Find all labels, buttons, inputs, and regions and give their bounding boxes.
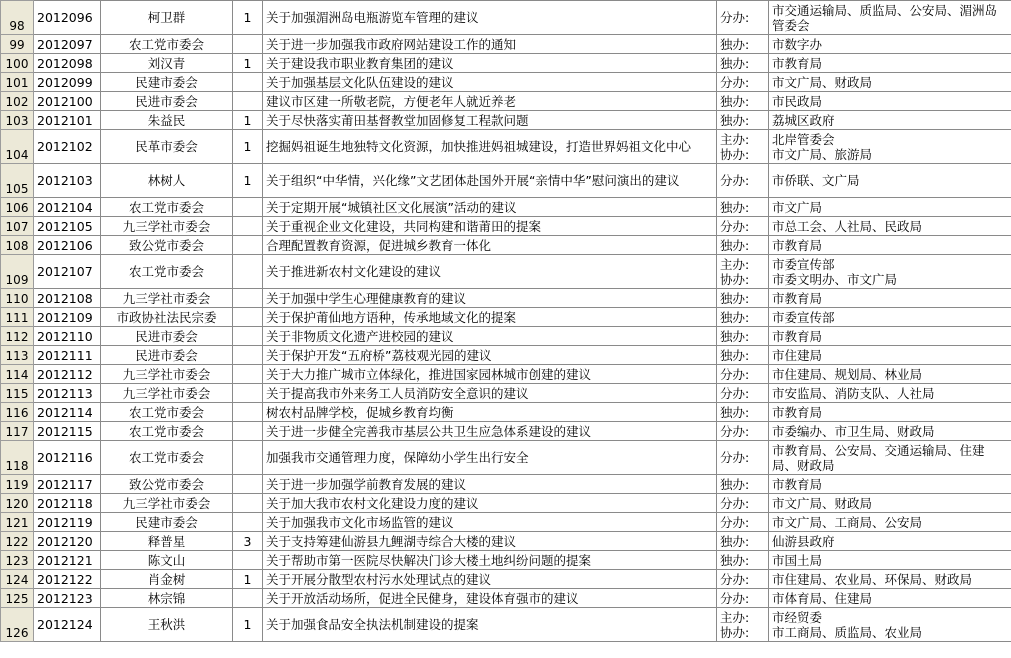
- count-cell[interactable]: [233, 365, 263, 384]
- department-cell[interactable]: 市教育局: [769, 327, 1011, 346]
- handling-type-cell[interactable]: 独办:: [717, 551, 769, 570]
- handling-type-cell[interactable]: 分办:: [717, 513, 769, 532]
- count-cell[interactable]: 1: [233, 608, 263, 642]
- proposer-cell[interactable]: 农工党市委会: [101, 422, 233, 441]
- handling-type-cell[interactable]: 独办:: [717, 346, 769, 365]
- row-header[interactable]: 118: [1, 441, 34, 475]
- proposer-cell[interactable]: 民进市委会: [101, 346, 233, 365]
- row-header[interactable]: 120: [1, 494, 34, 513]
- proposal-id-cell[interactable]: 2012124: [34, 608, 101, 642]
- department-cell[interactable]: 市经贸委 市工商局、质监局、农业局: [769, 608, 1011, 642]
- row-header[interactable]: 106: [1, 198, 34, 217]
- title-cell[interactable]: 关于进一步加强我市政府网站建设工作的通知: [263, 35, 717, 54]
- proposal-id-cell[interactable]: 2012121: [34, 551, 101, 570]
- count-cell[interactable]: [233, 422, 263, 441]
- department-cell[interactable]: 市体育局、住建局: [769, 589, 1011, 608]
- row-header[interactable]: 124: [1, 570, 34, 589]
- proposer-cell[interactable]: 农工党市委会: [101, 198, 233, 217]
- row-header[interactable]: 126: [1, 608, 34, 642]
- proposer-cell[interactable]: 农工党市委会: [101, 255, 233, 289]
- handling-type-cell[interactable]: 分办:: [717, 589, 769, 608]
- title-cell[interactable]: 关于进一步加强学前教育发展的建议: [263, 475, 717, 494]
- table-row[interactable]: [1, 608, 1011, 642]
- proposer-cell[interactable]: 肖金树: [101, 570, 233, 589]
- proposal-id-cell[interactable]: 2012119: [34, 513, 101, 532]
- proposal-id-cell[interactable]: 2012097: [34, 35, 101, 54]
- department-cell[interactable]: 市国土局: [769, 551, 1011, 570]
- department-cell[interactable]: 市教育局: [769, 403, 1011, 422]
- proposal-id-cell[interactable]: 2012113: [34, 384, 101, 403]
- proposer-cell[interactable]: 九三学社市委会: [101, 217, 233, 236]
- proposal-id-cell[interactable]: 2012100: [34, 92, 101, 111]
- department-cell[interactable]: 市教育局、公安局、交通运输局、住建局、财政局: [769, 441, 1011, 475]
- count-cell[interactable]: 1: [233, 570, 263, 589]
- handling-type-cell[interactable]: 独办:: [717, 35, 769, 54]
- proposal-id-cell[interactable]: 2012102: [34, 130, 101, 164]
- proposal-id-cell[interactable]: 2012101: [34, 111, 101, 130]
- proposer-cell[interactable]: 刘汉青: [101, 54, 233, 73]
- count-cell[interactable]: [233, 441, 263, 475]
- proposer-cell[interactable]: 致公党市委会: [101, 475, 233, 494]
- proposal-id-cell[interactable]: 2012096: [34, 1, 101, 35]
- title-cell[interactable]: 关于定期开展“城镇社区文化展演”活动的建议: [263, 198, 717, 217]
- title-cell[interactable]: 合理配置教育资源，促进城乡教育一体化: [263, 236, 717, 255]
- table-row[interactable]: [1, 236, 1011, 255]
- proposal-id-cell[interactable]: 2012107: [34, 255, 101, 289]
- department-cell[interactable]: 市文广局、工商局、公安局: [769, 513, 1011, 532]
- table-row[interactable]: [1, 570, 1011, 589]
- proposal-id-cell[interactable]: 2012117: [34, 475, 101, 494]
- title-cell[interactable]: 关于非物质文化遗产进校园的建议: [263, 327, 717, 346]
- department-cell[interactable]: 市委宣传部: [769, 308, 1011, 327]
- department-cell[interactable]: 市教育局: [769, 236, 1011, 255]
- title-cell[interactable]: 关于进一步健全完善我市基层公共卫生应急体系建设的建议: [263, 422, 717, 441]
- table-row[interactable]: [1, 365, 1011, 384]
- handling-type-cell[interactable]: 独办:: [717, 327, 769, 346]
- proposer-cell[interactable]: 农工党市委会: [101, 441, 233, 475]
- table-row[interactable]: [1, 532, 1011, 551]
- proposer-cell[interactable]: 民革市委会: [101, 130, 233, 164]
- title-cell[interactable]: 关于组织“中华情，兴化缘”文艺团体赴国外开展“亲情中华”慰问演出的建议: [263, 164, 717, 198]
- proposer-cell[interactable]: 九三学社市委会: [101, 494, 233, 513]
- handling-type-cell[interactable]: 独办:: [717, 111, 769, 130]
- row-header[interactable]: 100: [1, 54, 34, 73]
- row-header[interactable]: 114: [1, 365, 34, 384]
- count-cell[interactable]: [233, 384, 263, 403]
- department-cell[interactable]: 市文广局: [769, 198, 1011, 217]
- row-header[interactable]: 101: [1, 73, 34, 92]
- department-cell[interactable]: 市文广局、财政局: [769, 73, 1011, 92]
- proposer-cell[interactable]: 朱益民: [101, 111, 233, 130]
- row-header[interactable]: 102: [1, 92, 34, 111]
- table-row[interactable]: [1, 494, 1011, 513]
- row-header[interactable]: 112: [1, 327, 34, 346]
- row-header[interactable]: 125: [1, 589, 34, 608]
- department-cell[interactable]: 市教育局: [769, 475, 1011, 494]
- count-cell[interactable]: [233, 475, 263, 494]
- proposal-id-cell[interactable]: 2012104: [34, 198, 101, 217]
- department-cell[interactable]: 市教育局: [769, 54, 1011, 73]
- proposal-id-cell[interactable]: 2012106: [34, 236, 101, 255]
- count-cell[interactable]: [233, 35, 263, 54]
- handling-type-cell[interactable]: 分办:: [717, 73, 769, 92]
- table-row[interactable]: [1, 513, 1011, 532]
- handling-type-cell[interactable]: 主办: 协办:: [717, 130, 769, 164]
- count-cell[interactable]: [233, 198, 263, 217]
- department-cell[interactable]: 市住建局、规划局、林业局: [769, 365, 1011, 384]
- title-cell[interactable]: 关于加强基层文化队伍建设的建议: [263, 73, 717, 92]
- table-row[interactable]: [1, 130, 1011, 164]
- handling-type-cell[interactable]: 独办:: [717, 236, 769, 255]
- row-header[interactable]: 99: [1, 35, 34, 54]
- handling-type-cell[interactable]: 独办:: [717, 92, 769, 111]
- proposal-id-cell[interactable]: 2012108: [34, 289, 101, 308]
- count-cell[interactable]: [233, 589, 263, 608]
- title-cell[interactable]: 关于提高我市外来务工人员消防安全意识的建议: [263, 384, 717, 403]
- proposal-id-cell[interactable]: 2012120: [34, 532, 101, 551]
- proposer-cell[interactable]: 农工党市委会: [101, 35, 233, 54]
- title-cell[interactable]: 关于加强食品安全执法机制建设的提案: [263, 608, 717, 642]
- row-header[interactable]: 108: [1, 236, 34, 255]
- proposal-id-cell[interactable]: 2012111: [34, 346, 101, 365]
- title-cell[interactable]: 关于加强我市文化市场监管的建议: [263, 513, 717, 532]
- table-row[interactable]: [1, 73, 1011, 92]
- proposal-id-cell[interactable]: 2012110: [34, 327, 101, 346]
- title-cell[interactable]: 关于加大我市农村文化建设力度的建议: [263, 494, 717, 513]
- count-cell[interactable]: 1: [233, 111, 263, 130]
- proposal-id-cell[interactable]: 2012103: [34, 164, 101, 198]
- count-cell[interactable]: [233, 494, 263, 513]
- title-cell[interactable]: 关于加强中学生心理健康教育的建议: [263, 289, 717, 308]
- table-row[interactable]: [1, 255, 1011, 289]
- department-cell[interactable]: 市安监局、消防支队、人社局: [769, 384, 1011, 403]
- handling-type-cell[interactable]: 分办:: [717, 164, 769, 198]
- count-cell[interactable]: [233, 327, 263, 346]
- proposal-id-cell[interactable]: 2012115: [34, 422, 101, 441]
- row-header[interactable]: 115: [1, 384, 34, 403]
- table-row[interactable]: [1, 35, 1011, 54]
- handling-type-cell[interactable]: 独办:: [717, 403, 769, 422]
- table-row[interactable]: [1, 92, 1011, 111]
- handling-type-cell[interactable]: 分办:: [717, 217, 769, 236]
- department-cell[interactable]: 市住建局: [769, 346, 1011, 365]
- table-row[interactable]: [1, 164, 1011, 198]
- department-cell[interactable]: 市数字办: [769, 35, 1011, 54]
- handling-type-cell[interactable]: 分办:: [717, 570, 769, 589]
- count-cell[interactable]: [233, 217, 263, 236]
- count-cell[interactable]: [233, 513, 263, 532]
- proposer-cell[interactable]: 九三学社市委会: [101, 365, 233, 384]
- proposal-id-cell[interactable]: 2012105: [34, 217, 101, 236]
- row-header[interactable]: 123: [1, 551, 34, 570]
- count-cell[interactable]: [233, 551, 263, 570]
- count-cell[interactable]: [233, 73, 263, 92]
- proposer-cell[interactable]: 民建市委会: [101, 73, 233, 92]
- proposal-id-cell[interactable]: 2012109: [34, 308, 101, 327]
- row-header[interactable]: 109: [1, 255, 34, 289]
- handling-type-cell[interactable]: 分办:: [717, 1, 769, 35]
- table-row[interactable]: [1, 198, 1011, 217]
- count-cell[interactable]: [233, 236, 263, 255]
- count-cell[interactable]: [233, 308, 263, 327]
- count-cell[interactable]: [233, 403, 263, 422]
- table-row[interactable]: [1, 1, 1011, 35]
- title-cell[interactable]: 关于加强湄洲岛电瓶游览车管理的建议: [263, 1, 717, 35]
- title-cell[interactable]: 加强我市交通管理力度，保障幼小学生出行安全: [263, 441, 717, 475]
- row-header[interactable]: 116: [1, 403, 34, 422]
- department-cell[interactable]: 市住建局、农业局、环保局、财政局: [769, 570, 1011, 589]
- row-header[interactable]: 117: [1, 422, 34, 441]
- row-header[interactable]: 104: [1, 130, 34, 164]
- table-row[interactable]: [1, 289, 1011, 308]
- department-cell[interactable]: 市教育局: [769, 289, 1011, 308]
- title-cell[interactable]: 关于开展分散型农村污水处理试点的建议: [263, 570, 717, 589]
- table-row[interactable]: [1, 54, 1011, 73]
- title-cell[interactable]: 建议市区建一所敬老院，方便老年人就近养老: [263, 92, 717, 111]
- department-cell[interactable]: 市总工会、人社局、民政局: [769, 217, 1011, 236]
- handling-type-cell[interactable]: 分办:: [717, 494, 769, 513]
- row-header[interactable]: 105: [1, 164, 34, 198]
- row-header[interactable]: 121: [1, 513, 34, 532]
- department-cell[interactable]: 市交通运输局、质监局、公安局、湄洲岛管委会: [769, 1, 1011, 35]
- row-header[interactable]: 98: [1, 1, 34, 35]
- proposer-cell[interactable]: 林树人: [101, 164, 233, 198]
- handling-type-cell[interactable]: 独办:: [717, 198, 769, 217]
- count-cell[interactable]: 3: [233, 532, 263, 551]
- proposer-cell[interactable]: 民建市委会: [101, 513, 233, 532]
- handling-type-cell[interactable]: 独办:: [717, 289, 769, 308]
- handling-type-cell[interactable]: 独办:: [717, 308, 769, 327]
- row-header[interactable]: 111: [1, 308, 34, 327]
- title-cell[interactable]: 关于保护莆仙地方语种，传承地域文化的提案: [263, 308, 717, 327]
- handling-type-cell[interactable]: 主办: 协办:: [717, 255, 769, 289]
- proposer-cell[interactable]: 民进市委会: [101, 327, 233, 346]
- table-row[interactable]: [1, 384, 1011, 403]
- proposer-cell[interactable]: 九三学社市委会: [101, 289, 233, 308]
- table-row[interactable]: [1, 217, 1011, 236]
- table-row[interactable]: [1, 441, 1011, 475]
- table-row[interactable]: [1, 403, 1011, 422]
- proposal-id-cell[interactable]: 2012122: [34, 570, 101, 589]
- handling-type-cell[interactable]: 分办:: [717, 422, 769, 441]
- proposer-cell[interactable]: 释普星: [101, 532, 233, 551]
- row-header[interactable]: 110: [1, 289, 34, 308]
- table-row[interactable]: [1, 589, 1011, 608]
- proposal-id-cell[interactable]: 2012114: [34, 403, 101, 422]
- proposer-cell[interactable]: 市政协社法民宗委: [101, 308, 233, 327]
- row-header[interactable]: 122: [1, 532, 34, 551]
- count-cell[interactable]: [233, 92, 263, 111]
- table-row[interactable]: [1, 475, 1011, 494]
- department-cell[interactable]: 市文广局、财政局: [769, 494, 1011, 513]
- title-cell[interactable]: 挖掘妈祖诞生地独特文化资源，加快推进妈祖城建设，打造世界妈祖文化中心: [263, 130, 717, 164]
- table-row[interactable]: [1, 327, 1011, 346]
- count-cell[interactable]: [233, 289, 263, 308]
- title-cell[interactable]: 关于保护开发“五府桥”荔枝观光园的建议: [263, 346, 717, 365]
- table-row[interactable]: [1, 346, 1011, 365]
- table-row[interactable]: [1, 308, 1011, 327]
- count-cell[interactable]: 1: [233, 54, 263, 73]
- title-cell[interactable]: 关于大力推广城市立体绿化，推进国家园林城市创建的建议: [263, 365, 717, 384]
- proposer-cell[interactable]: 致公党市委会: [101, 236, 233, 255]
- title-cell[interactable]: 关于帮助市第一医院尽快解决门诊大楼土地纠纷问题的提案: [263, 551, 717, 570]
- table-row[interactable]: [1, 111, 1011, 130]
- count-cell[interactable]: 1: [233, 1, 263, 35]
- proposer-cell[interactable]: 林宗锦: [101, 589, 233, 608]
- table-body: [1, 1, 1011, 642]
- proposer-cell[interactable]: 陈文山: [101, 551, 233, 570]
- count-cell[interactable]: [233, 255, 263, 289]
- table-row[interactable]: [1, 551, 1011, 570]
- department-cell[interactable]: 市委宣传部 市委文明办、市文广局: [769, 255, 1011, 289]
- handling-type-cell[interactable]: 独办:: [717, 54, 769, 73]
- title-cell[interactable]: 关于推进新农村文化建设的建议: [263, 255, 717, 289]
- title-cell[interactable]: 关于开放活动场所，促进全民健身，建设体育强市的建议: [263, 589, 717, 608]
- department-cell[interactable]: 荔城区政府: [769, 111, 1011, 130]
- handling-type-cell[interactable]: 分办:: [717, 384, 769, 403]
- department-cell[interactable]: 仙游县政府: [769, 532, 1011, 551]
- row-header[interactable]: 113: [1, 346, 34, 365]
- proposer-cell[interactable]: 民进市委会: [101, 92, 233, 111]
- proposal-id-cell[interactable]: 2012116: [34, 441, 101, 475]
- row-header[interactable]: 107: [1, 217, 34, 236]
- row-header[interactable]: 103: [1, 111, 34, 130]
- handling-type-cell[interactable]: 分办:: [717, 365, 769, 384]
- handling-type-cell[interactable]: 独办:: [717, 475, 769, 494]
- department-cell[interactable]: 北岸管委会 市文广局、旅游局: [769, 130, 1011, 164]
- proposal-id-cell[interactable]: 2012118: [34, 494, 101, 513]
- table-row[interactable]: [1, 422, 1011, 441]
- proposer-cell[interactable]: 九三学社市委会: [101, 384, 233, 403]
- proposer-cell[interactable]: 柯卫群: [101, 1, 233, 35]
- proposal-id-cell[interactable]: 2012099: [34, 73, 101, 92]
- proposer-cell[interactable]: 农工党市委会: [101, 403, 233, 422]
- row-header[interactable]: 119: [1, 475, 34, 494]
- count-cell[interactable]: 1: [233, 164, 263, 198]
- proposal-id-cell[interactable]: 2012123: [34, 589, 101, 608]
- proposal-id-cell[interactable]: 2012112: [34, 365, 101, 384]
- handling-type-cell[interactable]: 分办:: [717, 441, 769, 475]
- title-cell[interactable]: 关于尽快落实莆田基督教堂加固修复工程款问题: [263, 111, 717, 130]
- proposal-id-cell[interactable]: 2012098: [34, 54, 101, 73]
- proposer-cell[interactable]: 王秋洪: [101, 608, 233, 642]
- title-cell[interactable]: 关于建设我市职业教育集团的建议: [263, 54, 717, 73]
- department-cell[interactable]: 市委编办、市卫生局、财政局: [769, 422, 1011, 441]
- count-cell[interactable]: 1: [233, 130, 263, 164]
- title-cell[interactable]: 关于重视企业文化建设，共同构建和谐莆田的提案: [263, 217, 717, 236]
- title-cell[interactable]: 树农村品牌学校，促城乡教育均衡: [263, 403, 717, 422]
- department-cell[interactable]: 市民政局: [769, 92, 1011, 111]
- handling-type-cell[interactable]: 主办: 协办:: [717, 608, 769, 642]
- count-cell[interactable]: [233, 346, 263, 365]
- title-cell[interactable]: 关于支持筹建仙游县九鲤湖寺综合大楼的建议: [263, 532, 717, 551]
- handling-type-cell[interactable]: 独办:: [717, 532, 769, 551]
- department-cell[interactable]: 市侨联、文广局: [769, 164, 1011, 198]
